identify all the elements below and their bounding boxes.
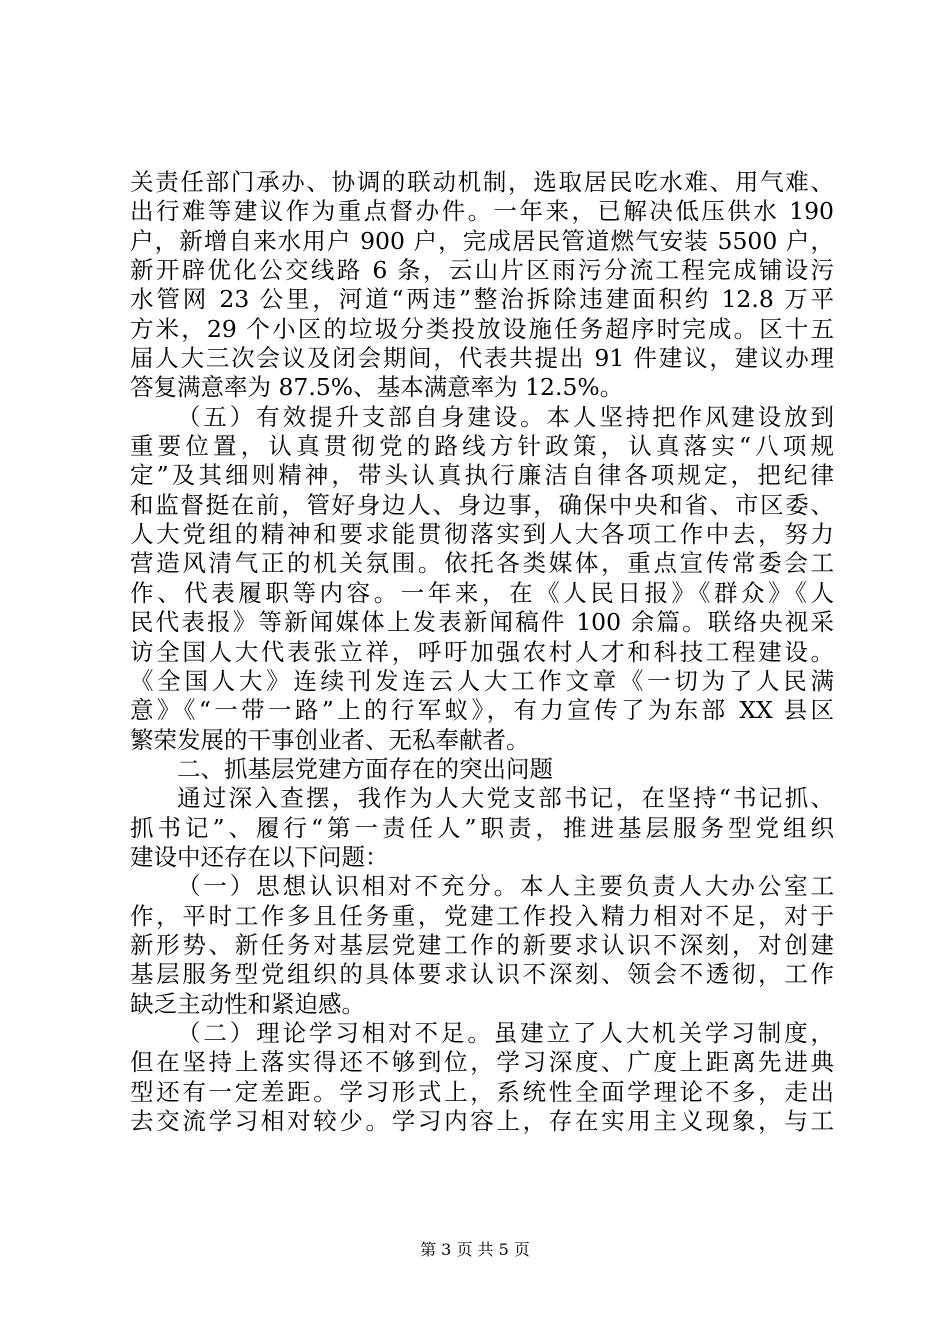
text-line: 关责任部门承办、协调的联动机制，选取居民吃水难、用气难、 (130, 168, 834, 196)
paragraph-heading-line: （一）思想认识相对不充分。本人主要负责人大办公室工 (177, 872, 834, 901)
section-heading: 二、抓基层党建方面存在的突出问题 (177, 754, 553, 783)
text-line: 但在坚持上落实得还不够到位，学习深度、广度上距离先进典 (130, 1048, 834, 1077)
text-line: 访全国人大代表张立祥，呼吁加强农村人才和科技工程建设。 (130, 637, 834, 666)
text-line: 届人大三次会议及闭会期间，代表共提出 91 件建议，建议办理 (130, 344, 834, 373)
text-line: 意》《“一带一路”上的行军蚁》，有力宣传了为东部 XX 县区 (130, 696, 834, 725)
text-line: 方米，29 个小区的垃圾分类投放设施任务超序时完成。区十五 (130, 314, 834, 343)
text-line: 《全国人大》连续刊发连云人大工作文章《一切为了人民满 (130, 666, 834, 695)
text-line: 缺乏主动性和紧迫感。 (130, 989, 365, 1018)
text-line: 重要位置，认真贯彻党的路线方针政策，认真落实“八项规 (130, 432, 834, 461)
text-line: 出行难等建议作为重点督办件。一年来，已解决低压供水 190 (130, 197, 834, 226)
text-line: 建设中还存在以下问题： (130, 842, 389, 871)
paragraph-heading-line: （二）理论学习相对不足。虽建立了人大机关学习制度， (177, 1018, 834, 1047)
page-number-label: 第 3 页 共 5 页 (420, 1240, 530, 1259)
text-line: 型还有一定差距。学习形式上，系统性全面学理论不多，走出 (130, 1077, 834, 1106)
text-line: 作、代表履职等内容。一年来，在《人民日报》《群众》《人 (130, 578, 834, 607)
text-line: 民代表报》等新闻媒体上发表新闻稿件 100 余篇。联络央视采 (130, 608, 834, 637)
text-line: 新开辟优化公交线路 6 条，云山片区雨污分流工程完成铺设污 (130, 256, 834, 285)
text-line: 定”及其细则精神，带头认真执行廉洁自律各项规定，把纪律 (130, 461, 834, 490)
text-line: 水管网 23 公里，河道“两违”整治拆除违建面积约 12.8 万平 (130, 285, 834, 314)
text-line: 和监督挺在前，管好身边人、身边事，确保中央和省、市区委、 (130, 490, 834, 519)
text-line: 去交流学习相对较少。学习内容上，存在实用主义现象，与工 (130, 1107, 834, 1135)
document-body (130, 168, 834, 1136)
text-line: 户，新增自来水用户 900 户，完成居民管道燃气安装 5500 户， (130, 226, 834, 255)
text-line: 作，平时工作多且任务重，党建工作投入精力相对不足，对于 (130, 901, 834, 930)
text-line: 人大党组的精神和要求能贯彻落实到人大各项工作中去，努力 (130, 520, 834, 549)
page-footer (0, 1240, 950, 1260)
paragraph-heading-line: （五）有效提升支部自身建设。本人坚持把作风建设放到 (177, 402, 834, 431)
text-line: 抓书记”、履行“第一责任人”职责，推进基层服务型党组织 (130, 813, 834, 842)
text-line: 通过深入查摆，我作为人大党支部书记，在坚持“书记抓、 (177, 784, 834, 813)
text-line: 新形势、新任务对基层党建工作的新要求认识不深刻，对创建 (130, 930, 834, 959)
text-line: 营造风清气正的机关氛围。依托各类媒体，重点宣传常委会工 (130, 549, 834, 578)
text-line: 繁荣发展的干事创业者、无私奉献者。 (130, 725, 530, 754)
text-line: 答复满意率为 87.5%、基本满意率为 12.5%。 (130, 373, 624, 402)
text-line: 基层服务型党组织的具体要求认识不深刻、领会不透彻，工作 (130, 960, 834, 989)
